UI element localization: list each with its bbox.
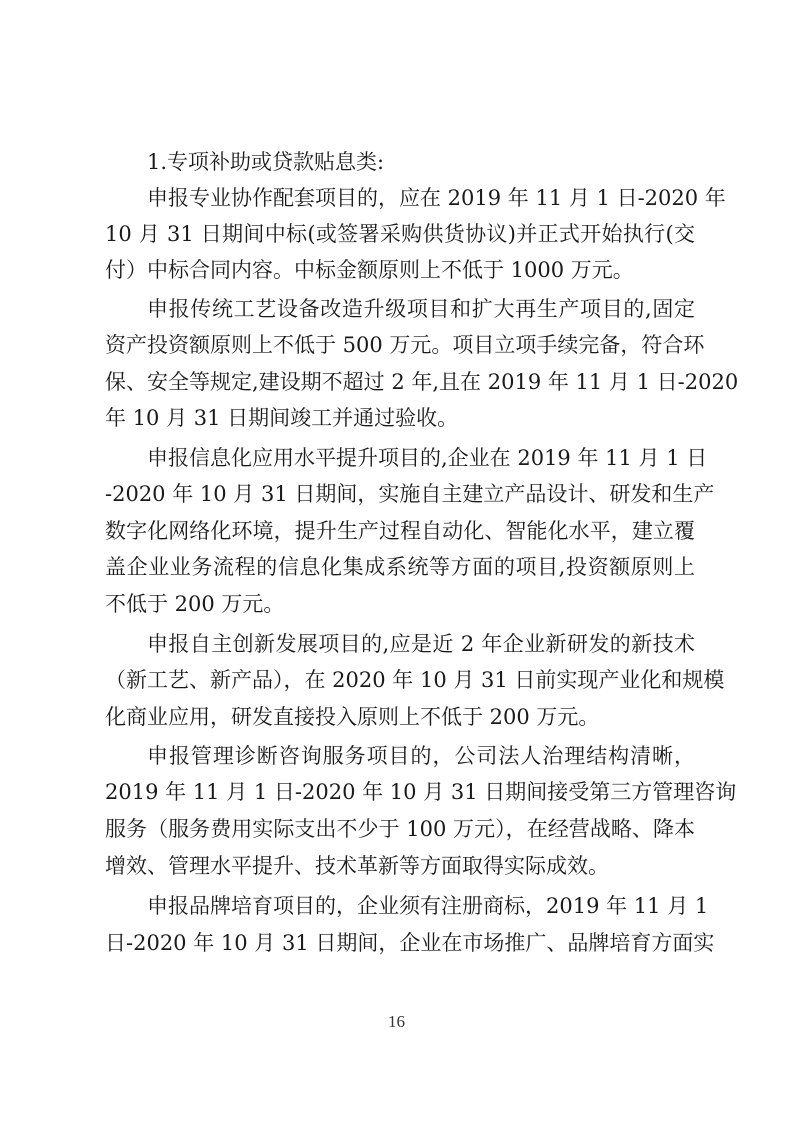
paragraph-line: 2019 年 11 月 1 日-2020 年 10 月 31 日期间接受第三方管理咨询 <box>105 780 737 804</box>
paragraph-line: -2020 年 10 月 31 日期间，实施自主建立产品设计、研发和生产 <box>105 482 715 506</box>
page-number: 16 <box>388 1012 405 1031</box>
paragraph-line: 增效、管理水平提升、技术革新等方面取得实际成效。 <box>105 854 609 878</box>
paragraph-line: 不低于 200 万元。 <box>105 592 285 616</box>
paragraph-line: 申报传统工艺设备改造升级项目和扩大再生产项目的,固定 <box>147 297 695 321</box>
paragraph-line: 申报信息化应用水平提升项目的,企业在 2019 年 11 月 1 日 <box>147 446 708 470</box>
paragraph-line: 化商业应用，研发直接投入原则上不低于 200 万元。 <box>105 705 600 729</box>
paragraph-line: （新工艺、新产品），在 2020 年 10 月 31 日前实现产业化和规模 <box>105 668 725 692</box>
paragraph-line: 申报管理诊断咨询服务项目的，公司法人治理结构清晰， <box>147 744 695 768</box>
section-heading: 1.专项补助或贷款贴息类: <box>147 150 385 174</box>
paragraph-line: 申报专业协作配套项目的，应在 2019 年 11 月 1 日-2020 年 <box>147 186 726 210</box>
paragraph-line: 年 10 月 31 日期间竣工并通过验收。 <box>105 406 459 430</box>
paragraph-line: 申报品牌培育项目的，企业须有注册商标，2019 年 11 月 1 <box>147 894 709 918</box>
paragraph-line: 申报自主创新发展项目的,应是近 2 年企业新研发的新技术 <box>147 632 695 656</box>
paragraph-line: 日-2020 年 10 月 31 日期间，企业在市场推广、品牌培育方面实 <box>105 931 715 955</box>
paragraph-line: 盖企业业务流程的信息化集成系统等方面的项目,投资额原则上 <box>105 555 695 579</box>
paragraph-line: 10 月 31 日期间中标(或签署采购供货协议)并正式开始执行(交 <box>105 222 695 246</box>
paragraph-line: 保、安全等规定,建设期不超过 2 年,且在 2019 年 11 月 1 日-2020 <box>105 370 739 394</box>
paragraph-line: 付）中标合同内容。中标金额原则上不低于 1000 万元。 <box>105 258 634 282</box>
paragraph-line: 资产投资额原则上不低于 500 万元。项目立项手续完备，符合环 <box>105 333 705 357</box>
paragraph-line: 数字化网络化环境，提升生产过程自动化、智能化水平，建立覆 <box>105 519 695 543</box>
paragraph-line: 服务（服务费用实际支出不少于 100 万元），在经营战略、降本 <box>105 817 695 841</box>
